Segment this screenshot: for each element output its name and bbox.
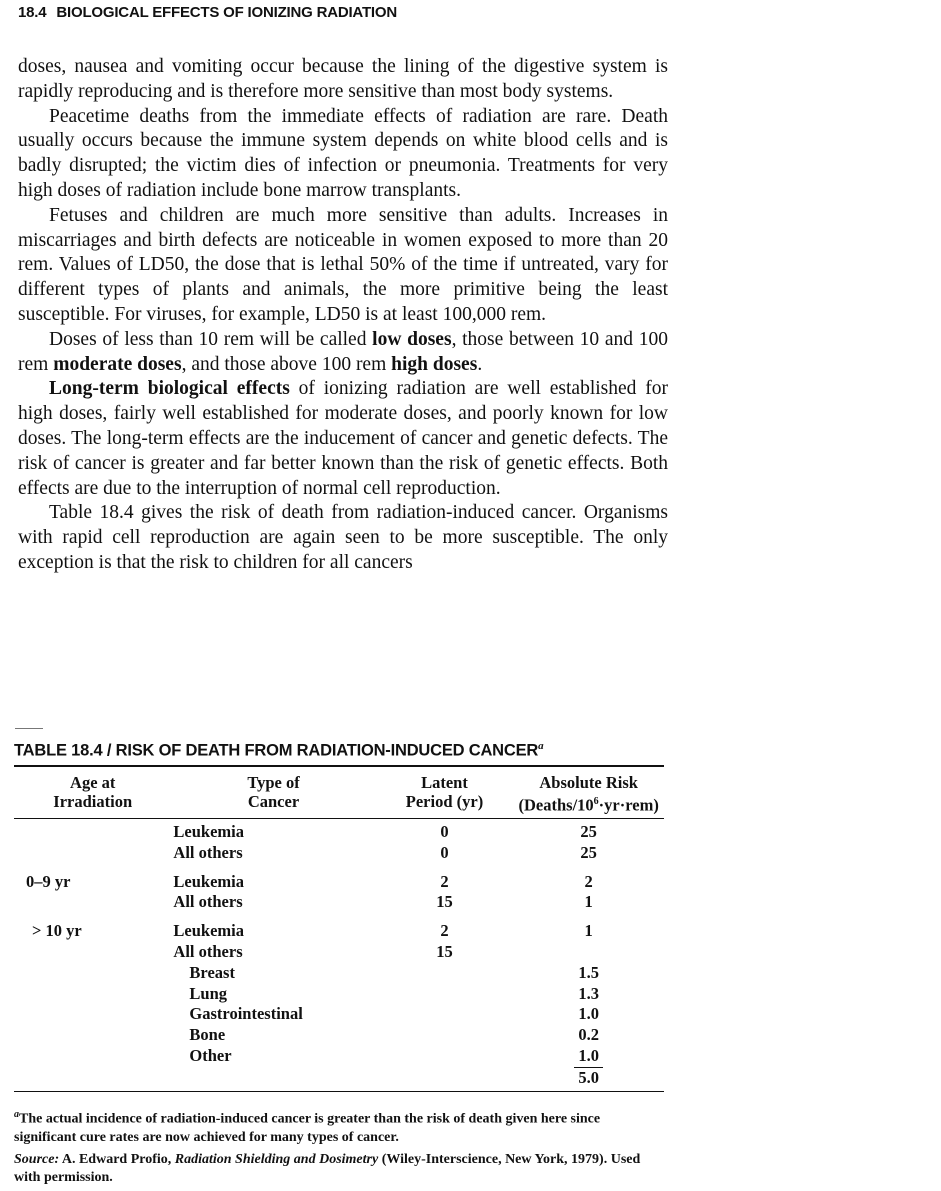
table-footnotes xyxy=(14,1106,664,1191)
cell-age xyxy=(14,963,171,984)
table-title-text: TABLE 18.4 / RISK OF DEATH FROM RADIATION-INDUCED CANCER xyxy=(14,741,539,760)
table-row xyxy=(14,984,664,1005)
cell-risk: 1 xyxy=(584,921,593,941)
cell-age xyxy=(14,1004,171,1025)
section-title: BIOLOGICAL EFFECTS OF IONIZING RADIATION xyxy=(56,4,397,21)
table-bottom-rule xyxy=(14,1091,664,1092)
header-type xyxy=(171,767,375,815)
table-header-row xyxy=(14,767,664,815)
cell-total xyxy=(513,1067,664,1089)
table-row xyxy=(14,1025,664,1046)
cell-age xyxy=(14,1025,171,1046)
table-row xyxy=(14,963,664,984)
table-row xyxy=(14,1004,664,1025)
term-moderate-doses: moderate doses xyxy=(53,353,182,375)
paragraph-2: Peacetime deaths from the immediate effects of radiation are rare. Death usually occurs because the immune system depends on white blood cells and is badly disrupted; the victim dies of infection or pneumonia. Treatments for very high doses of radiation include bone marrow transplants. xyxy=(18,105,668,201)
text-run: , and those above 100 rem xyxy=(181,353,392,375)
paragraph-3: Fetuses and children are much more sensitive than adults. Increases in miscarriages and birth defects are noticeable in women exposed to more than 20 rem. Values of LD50, the dose that is lethal 50% of the time if untreated, vary for different types of plants and animals, the more primitive being the least susceptible. For viruses, for example, LD50 is at least 100,000 rem. xyxy=(18,204,668,325)
header-text: Cancer xyxy=(247,791,300,811)
risk-table-block xyxy=(14,728,664,1092)
running-header xyxy=(18,4,397,21)
total-row xyxy=(14,1067,664,1089)
cell-latent: 0 xyxy=(440,822,449,841)
cell-type: Gastrointestinal xyxy=(189,1004,303,1024)
cell-latent: 2 xyxy=(440,871,449,891)
header-risk xyxy=(513,767,664,815)
cell-age: > 10 yr xyxy=(32,921,82,941)
source-title: Radiation Shielding and Dosimetry xyxy=(174,1151,379,1167)
cell-latent: 0 xyxy=(440,842,449,862)
paragraph-4 xyxy=(18,328,668,378)
header-text: Type of xyxy=(247,772,300,792)
text-run: . xyxy=(477,353,483,375)
table-row xyxy=(14,819,664,843)
cell-risk: 1 xyxy=(584,892,593,912)
cell-type: All others xyxy=(173,941,243,961)
header-text: Age at xyxy=(70,772,116,792)
header-text: Latent xyxy=(421,772,468,792)
term-low-doses: low doses xyxy=(372,328,452,350)
table-row xyxy=(14,921,664,942)
cell-risk: 25 xyxy=(580,842,597,862)
paragraph-1: doses, nausea and vomiting occur because the lining of the digestive system is rapidly reproducing and is therefore more sensitive than most body systems. xyxy=(18,56,668,102)
paragraph-5 xyxy=(18,377,668,501)
cell-latent xyxy=(376,963,514,984)
cell-type: Leukemia xyxy=(173,871,245,891)
cell-type: Other xyxy=(189,1045,232,1065)
cell-age xyxy=(14,1046,171,1067)
paragraph-6: Table 18.4 gives the risk of death from radiation-induced cancer. Organisms with rapid cell reproduction are again seen to be more susceptible. The only exception is that the risk to children for all cancers xyxy=(18,502,668,573)
header-text: ·yr·rem) xyxy=(598,795,659,814)
cell-risk: 1.0 xyxy=(578,1004,599,1024)
table-row xyxy=(14,892,664,913)
table-row xyxy=(14,942,664,963)
cell-type: Leukemia xyxy=(173,822,245,841)
cell-type: Bone xyxy=(189,1025,226,1045)
cell-age: 0–9 yr xyxy=(26,871,71,891)
divider xyxy=(15,728,43,729)
cell-type: Leukemia xyxy=(173,921,245,941)
cell-age xyxy=(14,819,171,843)
cell-risk xyxy=(513,942,664,963)
source-text: A. Edward Profio, xyxy=(59,1151,175,1167)
cell-risk: 1.5 xyxy=(578,962,599,982)
header-text: Absolute Risk xyxy=(539,772,638,792)
header-text: (Deaths/10 xyxy=(518,795,594,814)
source-text: (Wiley-Interscience, New York, 1979). Used with permission. xyxy=(14,1151,641,1185)
total-value: 5.0 xyxy=(574,1067,603,1089)
cell-latent: 15 xyxy=(436,892,453,912)
header-age xyxy=(14,767,171,815)
cell-age xyxy=(14,984,171,1005)
cell-latent xyxy=(376,1025,514,1046)
term-long-term-effects: Long-term biological effects xyxy=(49,378,290,400)
term-high-doses: high doses xyxy=(391,353,478,375)
cell-type: Lung xyxy=(189,983,228,1003)
text-run: of ionizing radiation are well established for high doses, fairly well established for moderate doses, and poorly known for low doses. The long-term effects are the inducement of cancer and genetic defects. The risk of cancer is greater and far better known than the risk of genetic effects. Both effects are due to the interruption of normal cell reproduction. xyxy=(18,378,668,499)
cell-type: All others xyxy=(173,892,243,912)
text-run: , those between 10 and 100 rem xyxy=(18,328,668,375)
footnote-mark: a xyxy=(14,1109,19,1120)
cell-risk: 1.3 xyxy=(578,983,599,1003)
header-text: Irradiation xyxy=(53,791,133,811)
text-run: Doses of less than 10 rem will be called xyxy=(49,328,373,350)
body-text xyxy=(18,55,668,576)
table-row xyxy=(14,1046,664,1067)
footnote-mark: a xyxy=(538,740,544,752)
cell-latent xyxy=(376,984,514,1005)
header-superscript: 6 xyxy=(593,795,599,807)
footnote-text: The actual incidence of radiation-induced cancer is greater than the risk of death given here since significant cure rates are now achieved for many types of cancer. xyxy=(14,1111,601,1145)
cell-risk: 1.0 xyxy=(578,1045,599,1065)
cell-age xyxy=(14,843,171,864)
source-note xyxy=(14,1151,664,1187)
table-row xyxy=(14,872,664,893)
header-latent xyxy=(376,767,514,815)
cell-type: All others xyxy=(173,842,243,862)
table-row xyxy=(14,843,664,864)
cell-latent xyxy=(376,1046,514,1067)
table-title xyxy=(14,740,664,761)
footnote xyxy=(14,1106,664,1147)
cell-risk: 2 xyxy=(584,871,593,891)
cell-latent xyxy=(376,1004,514,1025)
cell-type: Breast xyxy=(189,962,235,982)
cell-risk: 0.2 xyxy=(578,1025,599,1045)
cell-latent: 15 xyxy=(436,941,453,961)
source-label: Source: xyxy=(14,1151,60,1167)
cell-latent: 2 xyxy=(440,921,449,941)
section-number: 18.4 xyxy=(18,4,47,21)
cell-risk: 25 xyxy=(580,822,597,841)
cell-age xyxy=(14,942,171,963)
risk-table xyxy=(14,767,664,1089)
header-text: Period (yr) xyxy=(405,791,484,811)
cell-age xyxy=(14,892,171,913)
